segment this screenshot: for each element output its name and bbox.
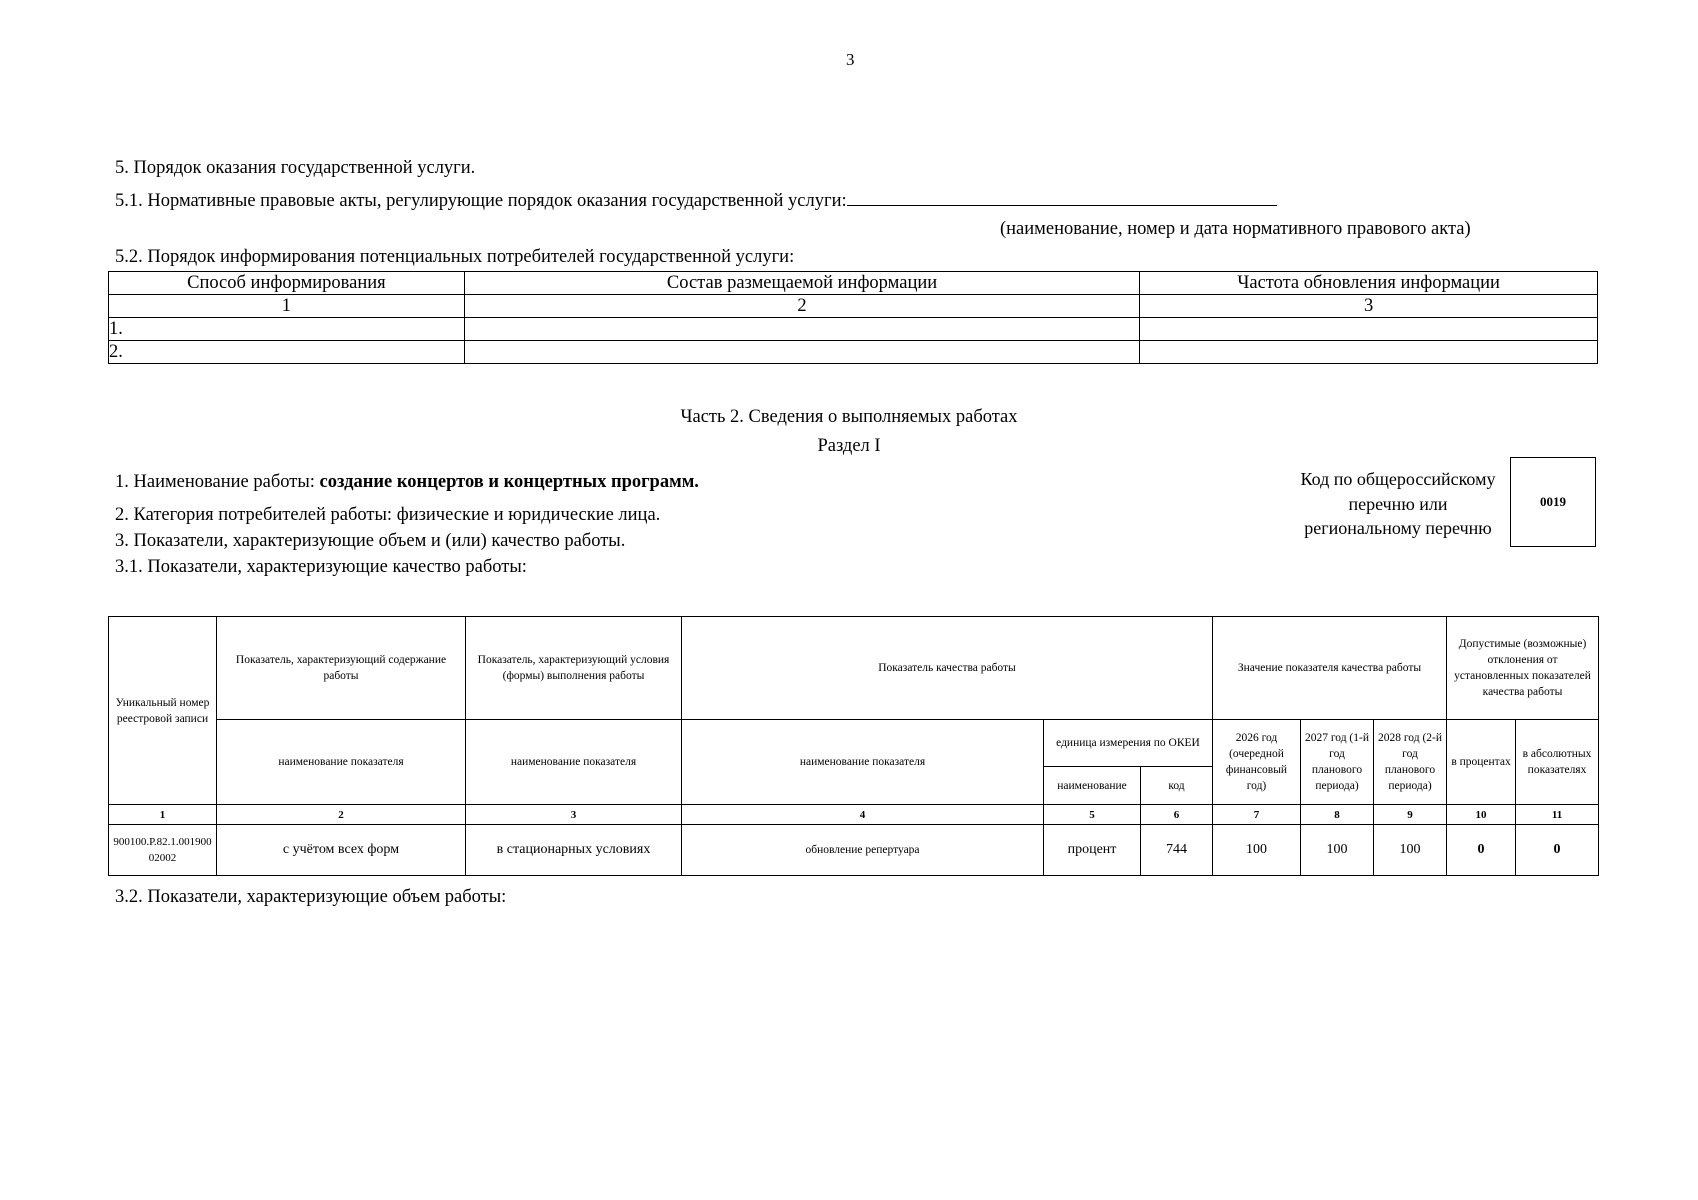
section5-1-caption: (наименование, номер и дата нормативного правового акта) (1000, 219, 1471, 239)
section-title: Раздел I (817, 436, 881, 456)
col-number: 2 (217, 805, 466, 825)
value-2026: 100 (1213, 825, 1301, 876)
table-row (109, 318, 1598, 341)
header-quality-indicator: Показатель качества работы (682, 617, 1213, 720)
value-2027: 100 (1301, 825, 1374, 876)
registry-code-label: Код по общероссийскому перечню или региональному перечню (1300, 469, 1496, 538)
col-number: 7 (1213, 805, 1301, 825)
header-year-2027: 2027 год (1-й год планового периода) (1301, 720, 1374, 805)
quality-indicators-heading: 3.1. Показатели, характеризующие качество работы: (115, 557, 527, 577)
header-conditions-name: наименование показателя (466, 720, 682, 805)
header-deviation-absolute: в абсолютных показателях (1516, 720, 1599, 805)
col-number: 10 (1447, 805, 1516, 825)
page-number: 3 (846, 50, 855, 69)
header-unit-code: код (1141, 767, 1213, 805)
consumer-category: 2. Категория потребителей работы: физические и юридические лица. (115, 505, 661, 525)
value-2028: 100 (1374, 825, 1447, 876)
work-name-label: 1. Наименование работы: (115, 472, 320, 492)
work-name-line (115, 472, 699, 493)
header-year-2028: 2028 год (2-й год планового периода) (1374, 720, 1447, 805)
header-method: Способ информирования (109, 272, 465, 295)
quality-indicators-table (108, 616, 1599, 876)
table-cell (1140, 318, 1598, 341)
table-cell (1140, 341, 1598, 364)
table-row (109, 825, 1599, 876)
deviation-percent-value: 0 (1447, 825, 1516, 876)
header-work-content: Показатель, характеризующий содержание работы (217, 617, 466, 720)
col-number: 5 (1044, 805, 1141, 825)
column-numbers-row (109, 805, 1599, 825)
quality-indicator-value: обновление репертуара (682, 825, 1044, 876)
header-allowed-deviation: Допустимые (возможные) отклонения от установленных показателей качества работы (1447, 617, 1599, 720)
header-unit-name: наименование (1044, 767, 1141, 805)
work-name-value: создание концертов и концертных программ. (319, 472, 699, 492)
registry-code-box: 0019 (1510, 457, 1596, 547)
row-label: 2. (109, 341, 465, 364)
section5-2-text: 5.2. Порядок информирования потенциальных потребителей государственной услуги: (115, 247, 795, 267)
section5-1-line (115, 188, 1277, 212)
header-work-conditions: Показатель, характеризующий условия (формы) выполнения работы (466, 617, 682, 720)
col-number: 1 (109, 295, 465, 318)
col-number: 6 (1141, 805, 1213, 825)
section5-title: 5. Порядок оказания государственной услуги. (115, 158, 476, 178)
conditions-value: в стационарных условиях (466, 825, 682, 876)
blank-underline (847, 188, 1277, 206)
header-content-name: наименование показателя (217, 720, 466, 805)
header-deviation-percent: в процентах (1447, 720, 1516, 805)
header-row-1 (109, 617, 1599, 720)
header-unique-number: Уникальный номер реестровой записи (109, 617, 217, 805)
informing-table (108, 271, 1598, 364)
header-content: Состав размещаемой информации (464, 272, 1140, 295)
header-unit-okei: единица измерения по ОКЕИ (1044, 720, 1213, 767)
row-label: 1. (109, 318, 465, 341)
header-indicator-value: Значение показателя качества работы (1213, 617, 1447, 720)
col-number: 11 (1516, 805, 1599, 825)
header-year-2026: 2026 год (очередной финансовый год) (1213, 720, 1301, 805)
table-numbers-row (109, 295, 1598, 318)
table-cell (464, 318, 1140, 341)
col-number: 9 (1374, 805, 1447, 825)
col-number: 1 (109, 805, 217, 825)
col-number: 4 (682, 805, 1044, 825)
table-header-row (109, 272, 1598, 295)
table-row (109, 341, 1598, 364)
registry-record-id: 900100.Р.82.1.00190002002 (109, 825, 217, 876)
col-number: 8 (1301, 805, 1374, 825)
header-row-2 (109, 720, 1599, 767)
table-cell (464, 341, 1140, 364)
part2-title: Часть 2. Сведения о выполняемых работах (680, 407, 1018, 427)
content-value: с учётом всех форм (217, 825, 466, 876)
unit-name-value: процент (1044, 825, 1141, 876)
col-number: 3 (1140, 295, 1598, 318)
deviation-absolute-value: 0 (1516, 825, 1599, 876)
unit-code-value: 744 (1141, 825, 1213, 876)
section5-1-text: 5.1. Нормативные правовые акты, регулирующие порядок оказания государственной услуги: (115, 191, 847, 211)
col-number: 3 (466, 805, 682, 825)
header-quality-name: наименование показателя (682, 720, 1044, 805)
volume-indicators-heading: 3.2. Показатели, характеризующие объем работы: (115, 887, 507, 907)
indicators-heading: 3. Показатели, характеризующие объем и (или) качество работы. (115, 531, 626, 551)
header-frequency: Частота обновления информации (1140, 272, 1598, 295)
col-number: 2 (464, 295, 1140, 318)
